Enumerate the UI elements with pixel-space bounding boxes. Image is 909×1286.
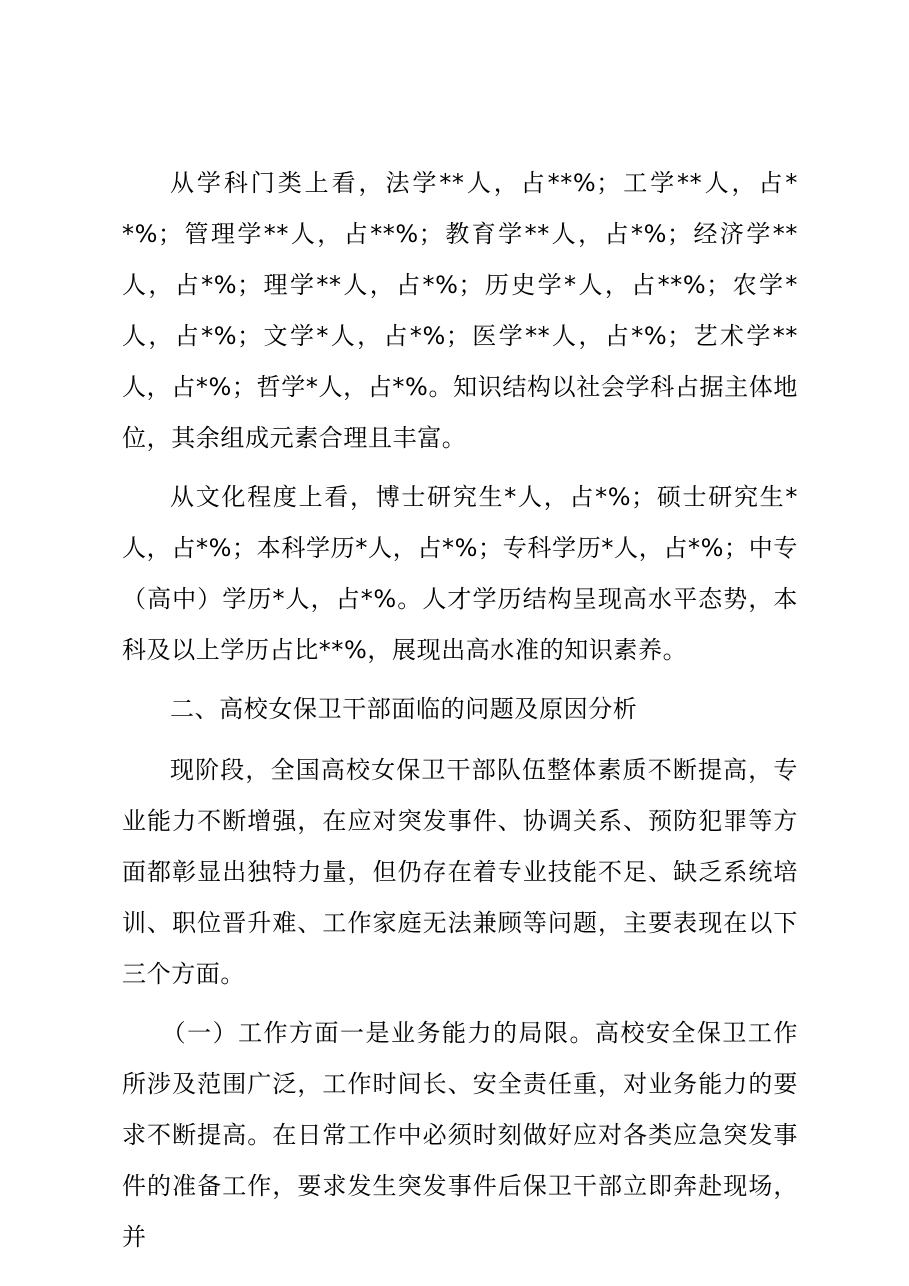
paragraph-work-aspect: （一）工作方面一是业务能力的局限。高校安全保卫工作所涉及范围广泛，工作时间长、安全责任重，对业务能力的要求不断提高。在日常工作中必须时刻做好应对各类应急突发事件的准备工作，要求发生突发事件后保卫干部立即奔赴现场，并 [122, 1019, 798, 1251]
paragraph-education-level: 从文化程度上看，博士研究生*人，占*%；硕士研究生*人，占*%；本科学历*人，占*%；专科学历*人，占*%；中专（高中）学历*人，占*%。人才学历结构呈现高水平态势，本科及以上学历占比**%，展现出高水准的知识素养。 [122, 483, 798, 664]
paragraph-current-status: 现阶段，全国高校女保卫干部队伍整体素质不断提高，专业能力不断增强，在应对突发事件、协调关系、预防犯罪等方面都彰显出独特力量，但仍存在着专业技能不足、缺乏系统培训、职位晋升难、工作家庭无法兼顾等问题，主要表现在以下三个方面。 [122, 756, 798, 988]
section-heading: 二、高校女保卫干部面临的问题及原因分析 [170, 695, 638, 723]
paragraph-discipline-distribution: 从学科门类上看，法学**人，占**%；工学**人，占**%；管理学**人，占**%；教育学**人，占*%；经济学**人，占*%；理学**人，占*%；历史学*人，占**%；农学*人，占*%；文学*人，占*%；医学**人，占*%；艺术学**人，占*%；哲学*人，占*%。知识结构以社会学科占据主体地位，其余组成元素合理且丰富。 [122, 169, 798, 452]
document-page [122, 158, 798, 1271]
